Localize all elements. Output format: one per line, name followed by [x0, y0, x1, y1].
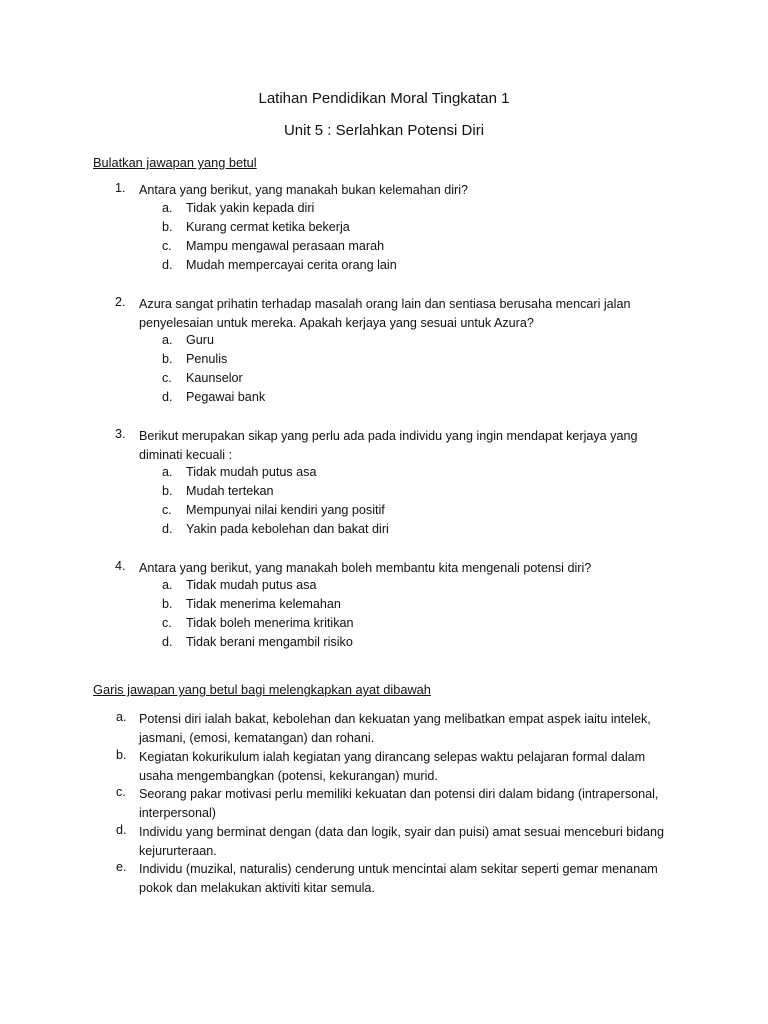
option-text: Tidak mudah putus asa [186, 578, 317, 592]
question-3-option-b[interactable] [0, 484, 768, 503]
question-number: 2. [115, 295, 126, 309]
question-number: 4. [115, 559, 126, 573]
option-letter: b. [162, 220, 173, 234]
fill-letter: b. [116, 748, 127, 762]
option-letter: b. [162, 597, 173, 611]
option-letter: c. [162, 239, 172, 253]
section1-heading: Bulatkan jawapan yang betul [93, 155, 257, 170]
fill-letter: c. [116, 785, 126, 799]
option-letter: a. [162, 578, 173, 592]
option-text: Penulis [186, 352, 228, 366]
option-text: Mudah tertekan [186, 484, 274, 498]
fill-letter: e. [116, 860, 127, 874]
fill-text: Individu yang berminat dengan (data dan logik, syair dan puisi) amat sesuai menceburi bidang kejururteraan. [139, 825, 665, 858]
question-3-option-a[interactable] [0, 465, 768, 484]
question-4-option-b[interactable] [0, 597, 768, 616]
option-text: Tidak boleh menerima kritikan [186, 616, 354, 630]
question-number: 1. [115, 181, 126, 195]
section2-heading: Garis jawapan yang betul bagi melengkapkan ayat dibawah [93, 682, 431, 697]
unit-title: Unit 5 : Serlahkan Potensi Diri [283, 122, 485, 139]
option-text: Kurang cermat ketika bekerja [186, 220, 350, 234]
fill-letter: d. [116, 823, 127, 837]
option-text: Mudah mempercayai cerita orang lain [186, 258, 397, 272]
option-letter: d. [162, 390, 173, 404]
option-text: Yakin pada kebolehan dan bakat diri [186, 522, 389, 536]
question-text: Antara yang berikut, yang manakah bukan kelemahan diri? [139, 183, 469, 197]
question-text: Azura sangat prihatin terhadap masalah orang lain dan sentiasa berusaha mencari jalan penyelesaian untuk mereka. Apakah kerjaya yang sesuai untuk Azura? [139, 297, 631, 330]
option-text: Mampu mengawal perasaan marah [186, 239, 385, 253]
question-2-option-d[interactable] [0, 390, 768, 409]
question-4-option-a[interactable] [0, 578, 768, 597]
question-number: 3. [115, 427, 126, 441]
fill-text: Kegiatan kokurikulum ialah kegiatan yang dirancang selepas waktu pelajaran formal dalam usaha mengembangkan (potensi, kekurangan) murid. [139, 750, 646, 783]
option-text: Tidak yakin kepada diri [186, 201, 315, 215]
option-letter: d. [162, 258, 173, 272]
question-text: Berikut merupakan sikap yang perlu ada pada individu yang ingin mendapat kerjaya yang diminati kecuali : [139, 429, 638, 462]
option-text: Tidak menerima kelemahan [186, 597, 341, 611]
question-2-option-a[interactable] [0, 333, 768, 352]
fill-text: Individu (muzikal, naturalis) cenderung untuk mencintai alam sekitar seperti gemar menanam pokok dan melakukan aktiviti kitar semula. [139, 862, 658, 895]
worksheet-title: Latihan Pendidikan Moral Tingkatan 1 [258, 90, 510, 107]
fill-text: Potensi diri ialah bakat, kebolehan dan kekuatan yang melibatkan empat aspek iaitu intelek, jasmani, (emosi, kematangan) dan rohani. [139, 712, 651, 745]
question-text: Antara yang berikut, yang manakah boleh membantu kita mengenali potensi diri? [139, 561, 592, 575]
option-letter: c. [162, 503, 172, 517]
option-letter: c. [162, 616, 172, 630]
question-1-option-d[interactable] [0, 258, 768, 277]
question-4-option-c[interactable] [0, 616, 768, 635]
option-letter: a. [162, 465, 173, 479]
option-text: Mempunyai nilai kendiri yang positif [186, 503, 385, 517]
option-text: Pegawai bank [186, 390, 266, 404]
question-3-option-c[interactable] [0, 503, 768, 522]
option-letter: a. [162, 201, 173, 215]
question-1-option-b[interactable] [0, 220, 768, 239]
option-text: Kaunselor [186, 371, 243, 385]
fill-text: Seorang pakar motivasi perlu memiliki kekuatan dan potensi diri dalam bidang (intrapersonal, interpersonal) [139, 787, 659, 820]
option-letter: b. [162, 484, 173, 498]
question-2-option-c[interactable] [0, 371, 768, 390]
option-letter: a. [162, 333, 173, 347]
option-letter: d. [162, 635, 173, 649]
option-letter: d. [162, 522, 173, 536]
question-2-option-b[interactable] [0, 352, 768, 371]
fill-letter: a. [116, 710, 127, 724]
option-letter: c. [162, 371, 172, 385]
option-text: Tidak berani mengambil risiko [186, 635, 353, 649]
question-1-option-c[interactable] [0, 239, 768, 258]
option-text: Tidak mudah putus asa [186, 465, 317, 479]
option-letter: b. [162, 352, 173, 366]
question-3-option-d[interactable] [0, 522, 768, 541]
question-1-option-a[interactable] [0, 201, 768, 220]
question-4-option-d[interactable] [0, 635, 768, 654]
option-text: Guru [186, 333, 214, 347]
